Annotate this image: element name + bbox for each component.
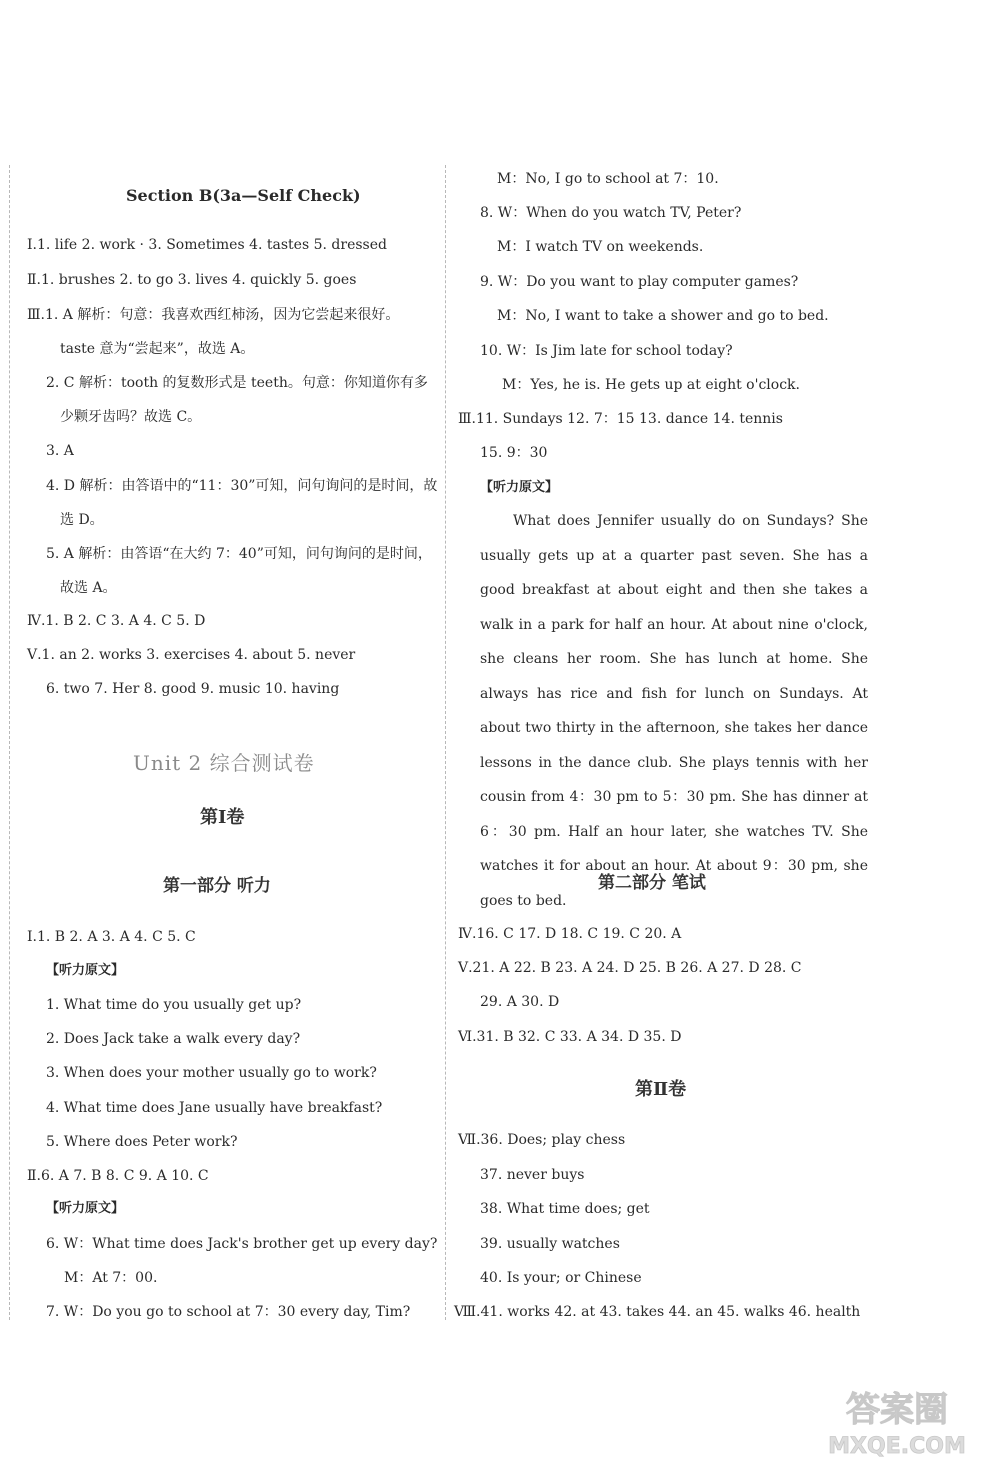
script-line: M：At 7：00. [64,1270,158,1286]
script-line: M：I watch TV on weekends. [497,239,704,255]
answer-line: Ⅳ.1. B 2. C 3. A 4. C 5. D [27,613,206,629]
script-line: 6. W：What time does Jack's brother get up every day? [46,1236,438,1252]
answer-line: taste 意为“尝起来”，故选 A。 [60,341,255,357]
answer-line: Ⅱ.6. A 7. B 8. C 9. A 10. C [27,1168,209,1184]
script-line: M：No, I want to take a shower and go to bed. [497,308,829,324]
answer-line: Ⅰ.1. life 2. work · 3. Sometimes 4. tastes 5. dressed [27,237,387,253]
answer-line: 选 D。 [60,512,104,528]
column-divider-middle [445,165,446,1320]
answer-line: Ⅶ.36. Does; play chess [458,1132,626,1148]
answer-line: Ⅴ.21. A 22. B 23. A 24. D 25. B 26. A 27. D 28. C [458,960,802,976]
volume-one-heading: 第Ⅰ卷 [200,807,245,828]
section-b-title: Section B(3a—Self Check) [126,186,361,205]
watermark-url-text: MXQE.COM [828,1434,966,1459]
script-line: 9. W：Do you want to play computer games? [480,274,799,290]
script-line: 3. When does your mother usually go to work? [46,1065,377,1081]
answer-line: Ⅲ.11. Sundays 12. 7：15 13. dance 14. tennis [458,411,783,427]
answer-line: Ⅵ.31. B 32. C 33. A 34. D 35. D [458,1029,682,1045]
unit-title: Unit 2 综合测试卷 [133,751,315,775]
script-line: 10. W：Is Jim late for school today? [480,343,733,359]
answer-line: Ⅷ.41. works 42. at 43. takes 44. an 45. walks 46. health [454,1304,861,1320]
script-line: 8. W：When do you watch TV, Peter? [480,205,742,221]
answer-line: 5. A 解析：由答语“在大约 7：40”可知，问句询问的是时间， [46,546,432,562]
answer-line: 29. A 30. D [480,994,560,1010]
answer-line: 少颗牙齿吗？故选 C。 [60,409,202,425]
script-line: 4. What time does Jane usually have breakfast? [46,1100,383,1116]
answer-line: Ⅳ.16. C 17. D 18. C 19. C 20. A [458,926,682,942]
script-line: M：Yes, he is. He gets up at eight o'clock. [502,377,800,393]
answer-line: 6. two 7. Her 8. good 9. music 10. having [46,681,340,697]
part-two-heading: 第二部分 笔试 [598,873,706,893]
answer-line: Ⅰ.1. B 2. A 3. A 4. C 5. C [27,929,196,945]
script-line: M：No, I go to school at 7：10. [497,171,719,187]
answer-line: Ⅱ.1. brushes 2. to go 3. lives 4. quickly 5. goes [27,272,357,288]
script-line: 5. Where does Peter work? [46,1134,238,1150]
answer-line: 39. usually watches [480,1236,620,1252]
script-line: 2. Does Jack take a walk every day? [46,1031,301,1047]
watermark-logo [812,1381,982,1461]
watermark-logo-text: 答案圈 [846,1390,948,1430]
listening-script-tag: 【听力原文】 [46,963,125,978]
answer-line: Ⅴ.1. an 2. works 3. exercises 4. about 5. never [27,647,356,663]
answer-line: 3. A [46,443,74,459]
answer-line: 38. What time does; get [480,1201,650,1217]
answer-line: 15. 9：30 [480,445,548,461]
listening-script-tag: 【听力原文】 [46,1201,125,1216]
answer-line: 37. never buys [480,1167,585,1183]
listening-script-tag: 【听力原文】 [480,480,559,495]
part-one-heading: 第一部分 听力 [163,876,271,896]
script-line: 7. W：Do you go to school at 7：30 every day, Tim? [46,1304,411,1320]
answer-line: 40. Is your; or Chinese [480,1270,642,1286]
answer-line: 2. C 解析：tooth 的复数形式是 teeth。句意：你知道你有多 [46,375,428,391]
answer-line: 4. D 解析：由答语中的“11：30”可知，问句询问的是时间，故 [46,478,438,494]
answer-line: Ⅲ.1. A 解析：句意：我喜欢西红柿汤，因为它尝起来很好。 [27,307,400,323]
volume-two-heading: 第Ⅱ卷 [635,1079,687,1100]
column-divider-left [9,165,10,1320]
listening-passage: What does Jennifer usually do on Sundays? She usually gets up at a quarter past seven. She has a good breakfast at about eight and then she takes a walk in a park for half an hour. At about nine o'clock, she cleans her room. She has lunch at home. She always has rice and fish for lunch on Sundays. At about two thirty in the afternoon, she takes her dance lessons in the dance club. She plays tennis with her cousin from 4：30 pm to 5：30 pm. She has dinner at 6：30 pm. Half an hour later, she watches TV. She watches it for about an hour. At about 9：30 pm, she goes to bed. [480,513,868,909]
script-line: 1. What time do you usually get up? [46,997,302,1013]
answer-line: 故选 A。 [60,580,117,596]
